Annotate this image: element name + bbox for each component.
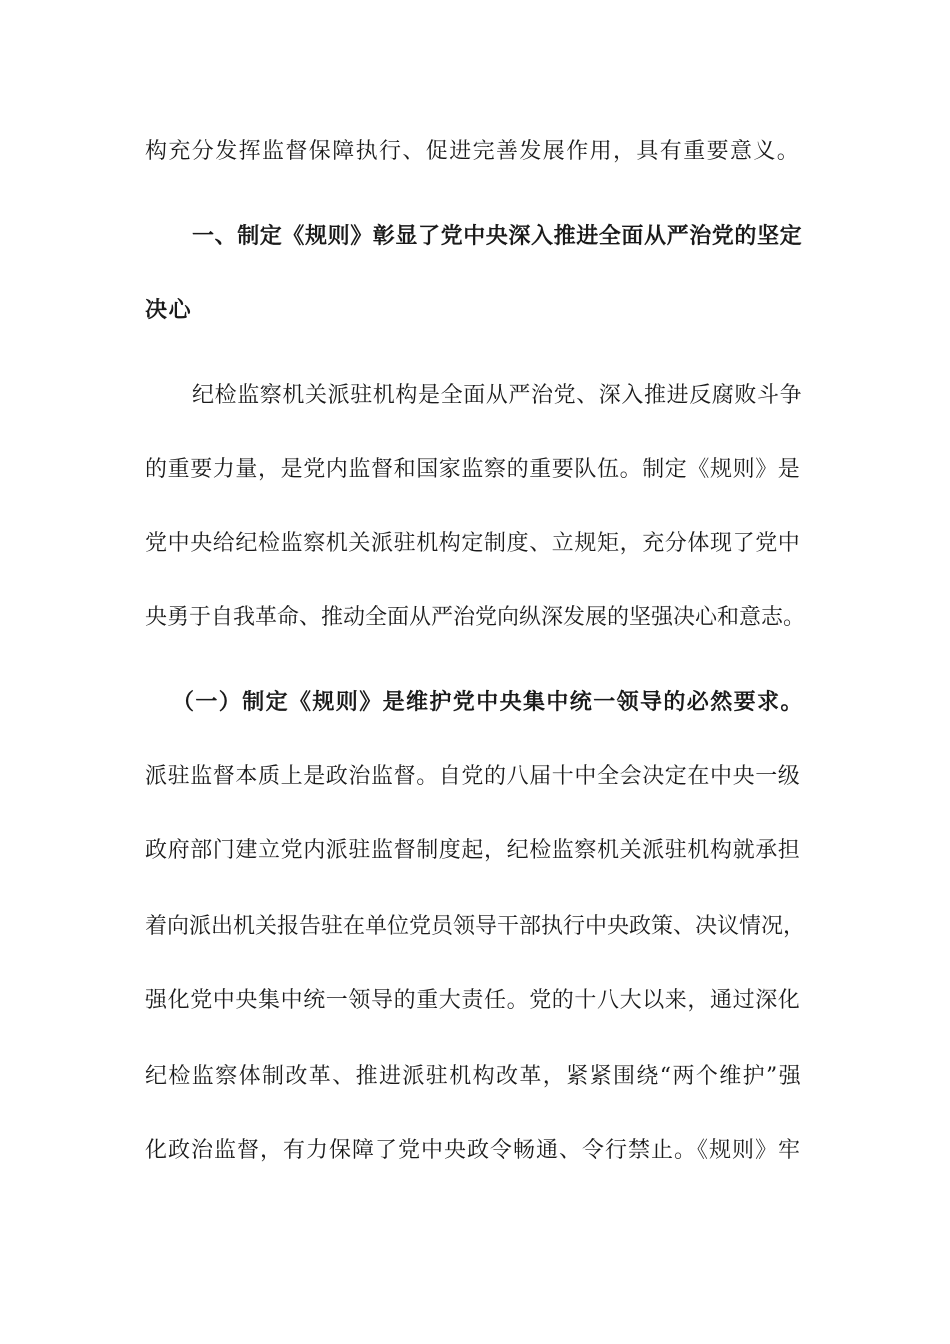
subsection-heading: （一）制定《规则》是维护党中央集中统一领导的必然要求。: [172, 690, 804, 715]
paragraph-line: 派驻监督本质上是政治监督。自党的八届十中全会决定在中央一级: [145, 764, 801, 789]
paragraph-line: 纪检监察体制改革、推进派驻机构改革，紧紧围绕“两个维护”强: [145, 1064, 803, 1089]
paragraph-line: 的重要力量，是党内监督和国家监察的重要队伍。制定《规则》是: [145, 457, 801, 482]
section-heading-continued: 决心: [145, 298, 193, 323]
section-heading: 一、制定《规则》彰显了党中央深入推进全面从严治党的坚定: [192, 224, 803, 249]
paragraph-line: 着向派出机关报告驻在单位党员领导干部执行中央政策、决议情况，: [145, 914, 806, 939]
paragraph-line: 纪检监察机关派驻机构是全面从严治党、深入推进反腐败斗争: [192, 383, 803, 408]
paragraph-line: 化政治监督，有力保障了党中央政令畅通、令行禁止。《规则》牢: [145, 1138, 802, 1163]
paragraph-line: 政府部门建立党内派驻监督制度起，纪检监察机关派驻机构就承担: [145, 838, 801, 863]
paragraph-line: 党中央给纪检监察机关派驻机构定制度、立规矩，充分体现了党中: [145, 531, 801, 556]
paragraph-line: 构充分发挥监督保障执行、促进完善发展作用，具有重要意义。: [145, 139, 801, 164]
paragraph-line: 强化党中央集中统一领导的重大责任。党的十八大以来，通过深化: [145, 988, 801, 1013]
paragraph-line: 央勇于自我革命、推动全面从严治党向纵深发展的坚强决心和意志。: [145, 605, 806, 630]
